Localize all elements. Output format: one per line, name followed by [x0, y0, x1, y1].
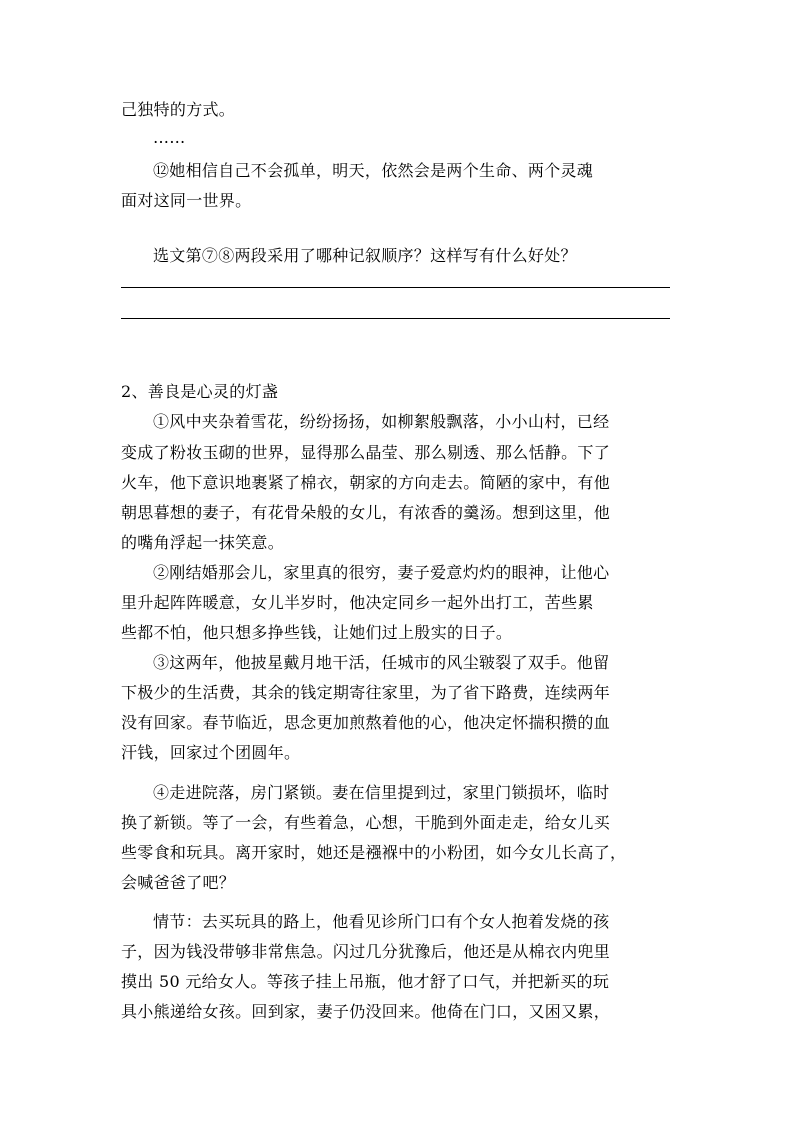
- paragraph-2-line: 些都不怕，他只想多挣些钱，让她们过上殷实的日子。: [121, 623, 513, 642]
- passage2-heading: 2、善良是心灵的灯盏: [121, 382, 279, 401]
- passage1-tail-line: 己独特的方式。: [121, 100, 236, 119]
- paragraph-1-line: 火车，他下意识地裹紧了棉衣，朝家的方向走去。简陋的家中，有他: [121, 473, 611, 492]
- ellipsis: ……: [153, 128, 186, 147]
- paragraph-3-line: 没有回家。春节临近，思念更加煎熬着他的心，他决定怀揣积攒的血: [121, 713, 611, 732]
- paragraph-3-line: 下极少的生活费，其余的钱定期寄往家里，为了省下路费，连续两年: [121, 683, 611, 702]
- question-1-prompt: 选文第⑦⑧两段采用了哪种记叙顺序？这样写有什么好处？: [153, 246, 577, 265]
- paragraph-3-line: ③这两年，他披星戴月地干活，任城市的风尘皲裂了双手。他留: [153, 653, 610, 672]
- plot-line: 摸出 50 元给女人。等孩子挂上吊瓶，他才舒了口气，并把新买的玩: [121, 972, 610, 991]
- paragraph-12-line-1: ⑫她相信自己不会孤单，明天，依然会是两个生命、两个灵魂: [153, 161, 594, 180]
- paragraph-4-line: 会喊爸爸了吧？: [121, 873, 236, 892]
- paragraph-2-line: 里升起阵阵暖意，女儿半岁时，他决定同乡一起外出打工，苦些累: [121, 593, 594, 612]
- plot-line: 子，因为钱没带够非常焦急。闪过几分犹豫后，他还是从棉衣内兜里: [121, 942, 611, 961]
- paragraph-2-line: ②刚结婚那会儿，家里真的很穷，妻子爱意灼灼的眼神，让他心: [153, 563, 610, 582]
- paragraph-4-line: 换了新锁。等了一会，有些着急，心想，干脆到外面走走，给女儿买: [121, 813, 611, 832]
- paragraph-1-line: 朝思暮想的妻子，有花骨朵般的女儿，有浓香的羹汤。想到这里，他: [121, 503, 611, 522]
- paragraph-4-line: ④走进院落，房门紧锁。妻在信里提到过，家里门锁损坏，临时: [153, 783, 610, 802]
- plot-line: 情节：去买玩具的路上，他看见诊所门口有个女人抱着发烧的孩: [153, 912, 610, 931]
- paragraph-1-line: 变成了粉妆玉砌的世界，显得那么晶莹、那么剔透、那么恬静。下了: [121, 443, 611, 462]
- paragraph-1-line: ①风中夹杂着雪花，纷纷扬扬，如柳絮般飘落，小小山村，已经: [153, 412, 610, 431]
- answer-line-2[interactable]: [121, 318, 670, 319]
- answer-line-1[interactable]: [121, 287, 670, 288]
- plot-line: 具小熊递给女孩。回到家，妻子仍没回来。他倚在门口，又困又累，: [121, 1002, 611, 1021]
- paragraph-12-line-2: 面对这同一世界。: [121, 191, 252, 210]
- paragraph-3-line: 汗钱，回家过个团圆年。: [121, 743, 301, 762]
- paragraph-4-line: 些零食和玩具。离开家时，她还是襁褓中的小粉团，如今女儿长高了，: [121, 843, 627, 862]
- paragraph-1-line: 的嘴角浮起一抹笑意。: [121, 533, 285, 552]
